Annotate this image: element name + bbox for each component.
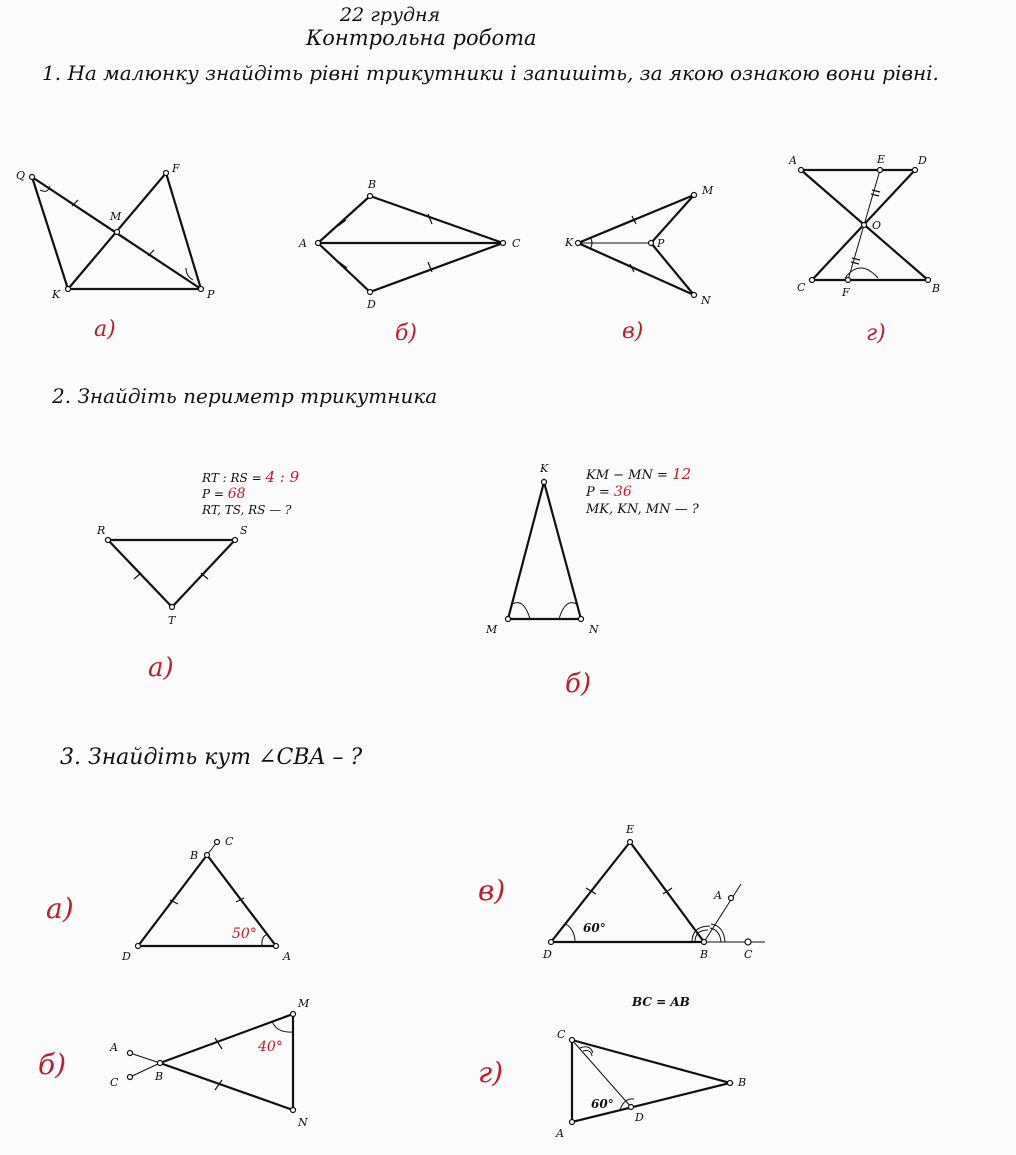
point-label: S — [240, 524, 248, 537]
point-label: D — [635, 1111, 644, 1124]
point-label: R — [97, 524, 106, 537]
given-line: P = 36 — [586, 484, 632, 500]
given-line: RT : RS = 4 : 9 — [202, 468, 300, 486]
figure-tag: в) — [478, 874, 506, 907]
figure-tag: г) — [866, 321, 886, 346]
point-label: D — [543, 948, 552, 961]
point-label: N — [589, 623, 599, 636]
task-2-text: 2. Знайдіть периметр трикутника — [52, 384, 438, 408]
point-label: M — [486, 623, 498, 636]
point-label: N — [701, 294, 711, 307]
figure-1d — [788, 153, 940, 346]
point-label: M — [110, 210, 122, 223]
point-label: A — [789, 154, 797, 167]
figure-3d — [478, 995, 746, 1140]
point-label: F — [172, 162, 180, 175]
figure-tag: в) — [622, 319, 644, 344]
figure-tag: б) — [38, 1048, 67, 1081]
point-label: B — [932, 282, 941, 295]
point-label: M — [702, 184, 714, 197]
point-label: A — [714, 889, 722, 902]
point-label: P — [657, 237, 665, 250]
point-label: C — [557, 1028, 566, 1041]
point-label: F — [842, 286, 850, 299]
point-label: K — [540, 462, 549, 475]
point-label: C — [512, 237, 521, 250]
figure-tag: б) — [565, 669, 592, 699]
point-label: B — [738, 1076, 747, 1089]
page-date: 22 грудня — [340, 4, 441, 26]
point-label: M — [298, 997, 310, 1010]
point-label: D — [918, 154, 927, 167]
point-label: A — [110, 1041, 118, 1054]
given-line: KM − MN = 12 — [586, 465, 692, 483]
angle-value: 40° — [258, 1039, 283, 1055]
point-label: C — [225, 835, 234, 848]
point-label: Q — [16, 169, 26, 182]
figure-tag: б) — [395, 321, 418, 346]
task-3-text: 3. Знайдіть кут ∠CBA – ? — [60, 745, 363, 770]
point-label: C — [797, 281, 806, 294]
figure-3b — [38, 997, 310, 1129]
figure-3c — [478, 823, 765, 961]
point-label: A — [299, 237, 307, 250]
point-label: K — [565, 236, 574, 249]
figure-tag: г) — [478, 1056, 504, 1089]
given-line: P = 68 — [202, 486, 246, 502]
figure-tag: а) — [46, 892, 74, 925]
point-label: E — [877, 153, 886, 166]
point-label: T — [168, 614, 176, 627]
angle-value: 60° — [591, 1097, 614, 1111]
figure-tag: а) — [148, 653, 174, 683]
figure-2a — [96, 468, 300, 683]
point-label: B — [190, 849, 199, 862]
point-label: A — [283, 950, 291, 963]
point-label: C — [110, 1076, 119, 1089]
angle-value: 50° — [232, 926, 257, 942]
given-note: BC = AB — [632, 995, 690, 1009]
figure-2b — [485, 462, 700, 699]
figure-1c — [564, 184, 714, 344]
figure-tag: а) — [94, 317, 116, 342]
figure-3a — [46, 835, 291, 963]
point-label: D — [367, 298, 376, 311]
point-label: K — [52, 288, 61, 301]
task-1-text: 1. На малюнку знайдіть рівні трикутники і запишіть, за якою ознакою вони рівні. — [42, 61, 939, 85]
point-label: N — [298, 1116, 308, 1129]
point-label: B — [155, 1070, 164, 1083]
angle-value: 60° — [583, 921, 606, 935]
point-label: D — [122, 950, 131, 963]
point-label: O — [872, 219, 882, 232]
figure-1a — [16, 162, 215, 342]
given-line: RT, TS, RS — ? — [202, 503, 292, 517]
figure-1b — [298, 178, 521, 346]
point-label: A — [556, 1127, 564, 1140]
point-label: B — [700, 948, 709, 961]
page-title: Контрольна робота — [306, 26, 537, 50]
point-label: E — [626, 823, 635, 836]
point-label: B — [368, 178, 377, 191]
point-label: C — [744, 948, 753, 961]
given-line: MK, KN, MN — ? — [586, 502, 699, 517]
point-label: P — [207, 288, 215, 301]
